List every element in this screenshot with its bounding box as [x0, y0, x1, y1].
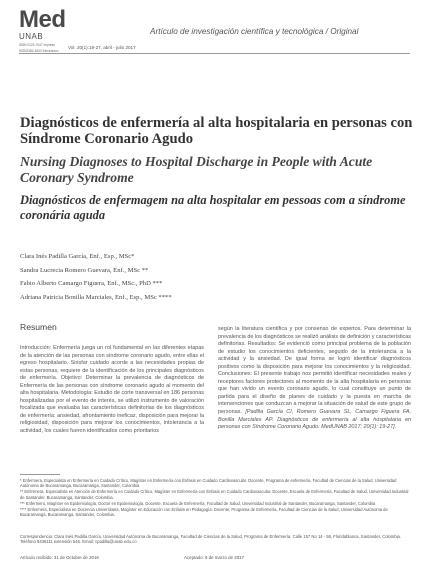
abstract-left-column	[20, 322, 204, 436]
abstract-heading: Resumen	[20, 322, 57, 332]
author-2: Sandra Lucrecia Romero Guevara, Enf., MSc **	[20, 266, 149, 274]
received-date: Artículo recibido: 31 de Octubre de 2016	[20, 555, 99, 560]
article-section-label: Artículo de investigación científica y tecnológica / Original	[150, 27, 359, 36]
footnote-2: ** Enfermera, Especialista en Atención de Enfermería en Cuidado Crítico, Magíster en Enfermería con Énfasis en Cuidado Cardiovascular. Docente, Escuela de Enfermería, Facultad de Salud, Universidad Industrial de Santander, Bucaramanga, Santander, Colombia.	[20, 489, 409, 500]
title-spanish: Diagnósticos de enfermería al alta hospitalaria en personas con Síndrome Coronario Agudo	[20, 115, 413, 147]
abstract-text-right	[218, 326, 411, 432]
title-english: Nursing Diagnoses to Hospital Discharge in People with Acute Coronary Syndrome	[20, 154, 373, 185]
accepted-date: Aceptado: 9 de marzo de 2017	[184, 555, 245, 560]
author-1: Clara Inés Padilla García, Enf., Esp., MSc*	[20, 253, 135, 260]
logo-unab-text: UNAB	[19, 32, 44, 41]
abstract-citation: [Padilla García CI, Romero Guevara SL, Camargo Figuera FA, Bonilla Marciales AP. Diagnósticos de enfermería al alta hospitalaria en personas con Síndrome Coronario Agudo. MedUNAB 2017; 20(1): 19-27].	[218, 409, 411, 431]
header-divider	[19, 53, 410, 54]
issn-electronic: ISSN2382-4603 Electrónico	[19, 49, 59, 53]
abstract-text-left: Introducción: Enfermería juega un rol fundamental en las diferentes etapas de la atención de las personas con síndrome coronario agudo, entre ellas el egreso hospitalario. Sirisfar cuidado acorde a las necesidades propias de estas personas, requiere de la identificación de los principales diagnósticos de enfermería. Objetivo: Determinar la prevalencia de diagnósticos de Enfermería de las personas con síndrome coronario agudo al momento del alta hospitalaria. Metodología: Estudio de corte transversal en 186 personas hospitalizadas por el evento de interés, se utilizó instrumento de valoración focalizada que evaluaba las características definitorias de los diagnósticos de enfermería: ansiedad, afrontamiento ineficaz, disposición para mejorar la religiosidad, disposición para mejorar los conocimientos, intolerancia a la actividad, los cuales fueron identificados como prioritarios	[20, 345, 204, 435]
author-4: Adriana Patricia Bonilla Marciales, Enf., Esp., MSc ****	[20, 293, 172, 301]
footnote-4: **** Enfermera, Especialista en Docencia Universitaria, Magíster en Educación con Énfasis en Pedagogía. Docente, Programa de Enfermería, Facultad de Ciencias de la Salud, Universidad Autónoma de Bucaramanga, Bucaramanga, Santander, Colombia.	[20, 506, 388, 518]
logo-med-text: Med	[19, 6, 66, 33]
footnote-divider	[20, 474, 60, 475]
issn-print: ISSN 0123-7047 Impreso	[19, 43, 55, 47]
article-dates	[20, 555, 411, 560]
footnote-1: * Enfermera, Especialista en Enfermería en Cuidado Crítico, Magíster en Enfermería con Énfasis en Cuidado Cardiovascular. Docente, Programa de enfermería, Facultad de Ciencias de la Salud, Universidad Autónoma de Bucaramanga, Bucaramanga, Santander, Colombia	[20, 478, 397, 489]
author-list	[20, 250, 320, 304]
abstract-right-body: según la literatura científica y por consenso de expertos. Para determinar la prevalencia de los diagnósticos se realizó análisis de definición y características definitorias. Resultados: Se evidenció como principal problema de la población de estudio los conocimientos deficientes, seguido de la intolerancia a la actividad y la ansiedad. De igual forma se logró identificar diagnósticos positivos como la disposición para mejorar los conocimientos y la religiosidad. Conclusiones: El presente trabajo nos permitió identificar necesidades reales y receptores factores protectores al momento de la alta hospitalaria en personas que han vivido un evento coronario agudo, lo cual constituye un punto de partida para el diseño de planes de cuidado y la puesta en marcha de intervenciones que conduzcan a mejorar la situación de salud de este grupo de personas.	[218, 326, 411, 416]
correspondence: Correspondencia: Clara Inés Padilla García, Universidad Autónoma de Bucaramanga, Facultad de Ciencias de la Salud, Programa de Enfermería, Calle 157 No 14 - 55, Floridablanca, Santander, Colombia. Teléfono 6436111 extensión 545. Email: cpadilla@unab.edu.co	[20, 534, 402, 545]
title-portuguese: Diagnósticos de enfermagem na alta hospitalar em pessoas com a síndrome coronária aguda	[20, 193, 406, 222]
abstract-right-column	[218, 326, 411, 432]
footnotes	[20, 478, 411, 518]
volume-info: Vol. 20(1):19-27, abril - julio 2017	[68, 45, 136, 50]
footnote-3: *** Enfermero, Magíster en Epidemiología, Doctor en Epidemiología. Docente, Escuela de Enfermería, Facultad de Salud, Universidad Industrial de Santander, Bucaramanga, Santander, Colombia	[20, 500, 376, 506]
author-3: Fabio Alberto Camargo Figuera, Enf., MSc., PhD ***	[20, 280, 163, 288]
